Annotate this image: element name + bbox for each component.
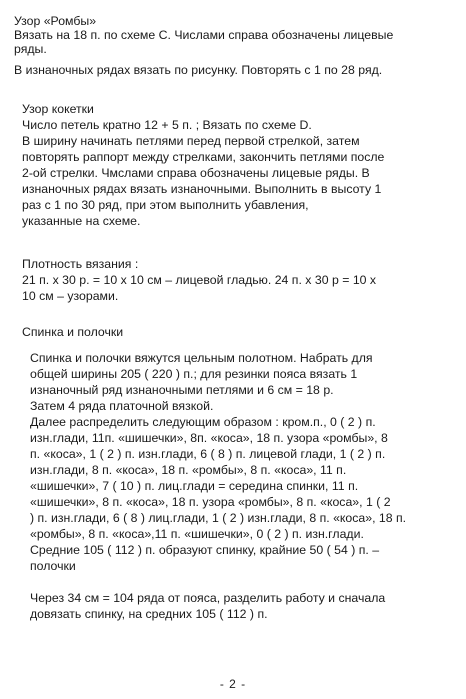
back-line: Далее распределить следующим образом : кром.п., 0 ( 2 ) п.: [30, 415, 376, 429]
back-line: «ромбы», 8 п. «коса»,11 п. «шишечки», 0 ( 2 ) п. изн.глади.: [30, 527, 364, 541]
back-line: Средние 105 ( 112 ) п. образуют спинку, крайние 50 ( 54 ) п. –: [30, 543, 380, 557]
back-line: Затем 4 ряда платочной вязкой.: [30, 399, 214, 413]
rhombs-heading: Узор «Ромбы»: [14, 14, 97, 28]
yoke-line: Число петель кратно 12 + 5 п. ; Вязать по схеме D.: [22, 118, 312, 132]
density-line: 10 см – узорами.: [22, 289, 119, 303]
back-continuation-line: довязать спинку, на средних 105 ( 112 ) п.: [30, 607, 268, 621]
back-line: изнаночный ряд изнаночными петлями и 6 см = 18 р.: [30, 383, 334, 397]
yoke-line: повторять раппорт между стрелками, закончить петлями после: [22, 150, 385, 164]
back-line: «шишечки», 7 ( 10 ) п. лиц.глади = середина спинки, 11 п.: [30, 479, 359, 493]
yoke-line: раз с 1 по 30 ряд, при этом выполнить убавления,: [22, 198, 309, 212]
yoke-line: 2-ой стрелки. Чмслами справа обозначены лицевые ряды. В: [22, 166, 370, 180]
rhombs-line: В изнаночных рядах вязать по рисунку. Повторять с 1 по 28 ряд.: [14, 63, 383, 77]
back-line: изн.глади, 8 п. «коса», 18 п. «ромбы», 8 п. «коса», 11 п.: [30, 463, 347, 477]
back-line: изн.глади, 11п. «шишечки», 8п. «коса», 18 п. узора «ромбы», 8: [30, 431, 388, 445]
yoke-heading: Узор кокетки: [22, 102, 94, 116]
yoke-line: В ширину начинать петлями перед первой стрелкой, затем: [22, 134, 360, 148]
back-line: Спинка и полочки вяжутся цельным полотном. Набрать для: [30, 351, 373, 365]
back-continuation-line: Через 34 см = 104 ряда от пояса, разделить работу и сначала: [30, 591, 386, 605]
yoke-line: изнаночных рядах вязать изнаночными. Выполнить в высоту 1: [22, 182, 382, 196]
back-line: ) п. изн.глади, 6 ( 8 ) лиц.глади, 1 ( 2 ) изн.глади, 8 п. «коса», 18 п.: [30, 511, 407, 525]
rhombs-line: ряды.: [14, 42, 47, 56]
density-heading: Плотность вязания :: [22, 257, 139, 271]
density-line: 21 п. х 30 р. = 10 х 10 см – лицевой гладью. 24 п. х 30 р = 10 х: [22, 273, 377, 287]
rhombs-line: Вязать на 18 п. по схеме С. Числами справа обозначены лицевые: [14, 28, 394, 42]
back-line: общей ширины 205 ( 220 ) п.; для резинки пояса вязать 1: [30, 367, 358, 381]
back-line: полочки: [30, 559, 76, 573]
page-number: - 2 -: [219, 677, 247, 691]
yoke-line: указанные на схеме.: [22, 214, 141, 228]
back-line: «шишечки», 8 п. «коса», 18 п. узора «ромбы», 8 п. «коса», 1 ( 2: [30, 495, 391, 509]
back-heading: Спинка и полочки: [22, 325, 124, 339]
back-line: п. «коса», 1 ( 2 ) п. изн.глади, 6 ( 8 ) п. лицевой глади, 1 ( 2 ) п.: [30, 447, 386, 461]
